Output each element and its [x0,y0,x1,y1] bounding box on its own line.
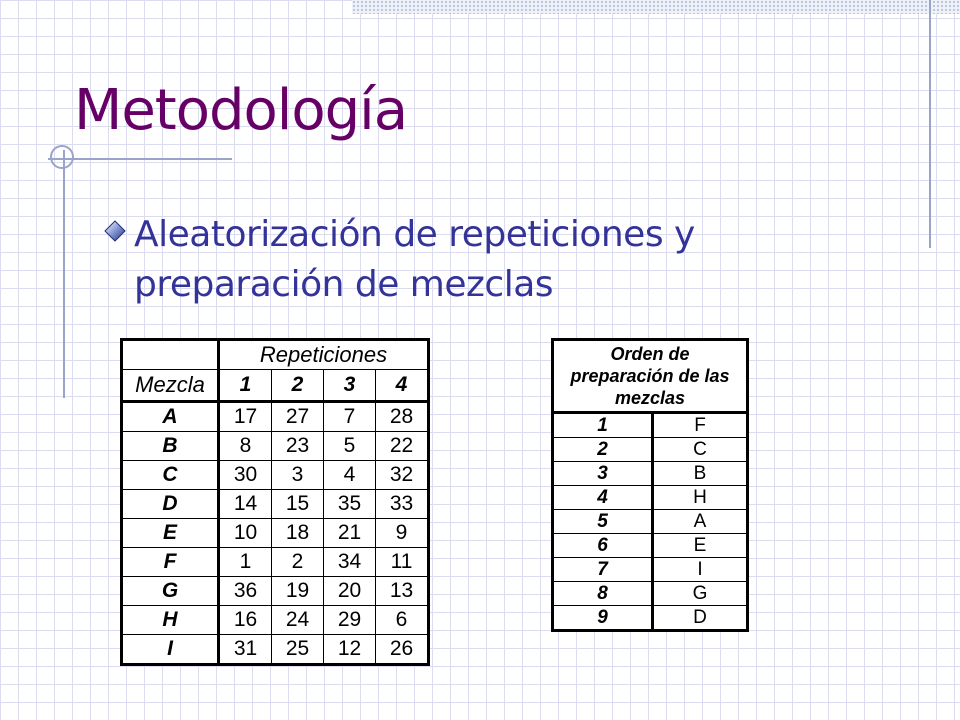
repeticion-value-cell: 28 [376,402,429,432]
repeticiones-header: Repeticiones [219,340,429,370]
mezcla-label-cell: G [122,577,219,606]
repeticion-value-cell: 33 [376,490,429,519]
orden-mezcla-cell: A [653,510,748,534]
table-row [122,461,429,490]
orden-mezcla-cell: C [653,438,748,462]
repeticiones-table [120,338,430,666]
orden-mezcla-cell: I [653,558,748,582]
table-corner-cell [122,340,219,370]
decorative-vertical-line-left [63,150,65,398]
table-row [122,432,429,461]
repeticion-value-cell: 5 [324,432,376,461]
repeticion-value-cell: 32 [376,461,429,490]
repeticion-value-cell: 17 [219,402,272,432]
column-header: 3 [324,370,376,402]
orden-number-cell: 3 [553,462,653,486]
repeticion-value-cell: 6 [376,606,429,635]
repeticion-value-cell: 29 [324,606,376,635]
repeticion-value-cell: 8 [219,432,272,461]
repeticion-value-cell: 35 [324,490,376,519]
repeticion-value-cell: 9 [376,519,429,548]
table-row [122,548,429,577]
repeticion-value-cell: 15 [272,490,324,519]
repeticion-value-cell: 3 [272,461,324,490]
mezcla-label-cell: C [122,461,219,490]
repeticion-value-cell: 24 [272,606,324,635]
orden-mezcla-cell: G [653,582,748,606]
orden-number-cell: 7 [553,558,653,582]
bullet-text: Aleatorización de repeticiones y preparación de mezclas [134,214,695,305]
table-row [122,635,429,665]
orden-mezcla-cell: E [653,534,748,558]
column-header: 2 [272,370,324,402]
decorative-title-underline [48,158,232,160]
diamond-bullet-icon [104,220,126,242]
table-row [122,606,429,635]
table-row [553,534,748,558]
decorative-ring-icon [50,145,74,169]
table-row [553,606,748,631]
table-row [553,462,748,486]
table-row [553,486,748,510]
table-row [553,438,748,462]
table-row [122,490,429,519]
mezcla-label-cell: E [122,519,219,548]
orden-number-cell: 6 [553,534,653,558]
mezcla-label-cell: H [122,606,219,635]
repeticion-value-cell: 14 [219,490,272,519]
repeticion-value-cell: 13 [376,577,429,606]
mezcla-label-cell: A [122,402,219,432]
orden-header-line: Orden de [610,344,690,364]
repeticion-value-cell: 1 [219,548,272,577]
repeticion-value-cell: 20 [324,577,376,606]
orden-mezcla-cell: D [653,606,748,631]
repeticion-value-cell: 19 [272,577,324,606]
repeticion-value-cell: 22 [376,432,429,461]
repeticion-value-cell: 23 [272,432,324,461]
table-row [553,558,748,582]
orden-mezcla-cell: F [653,413,748,438]
mezcla-label-cell: B [122,432,219,461]
repeticion-value-cell: 31 [219,635,272,665]
decorative-vertical-line-right [929,0,931,248]
repeticion-value-cell: 18 [272,519,324,548]
mezcla-header: Mezcla [122,370,219,402]
orden-number-cell: 4 [553,486,653,510]
repeticion-value-cell: 21 [324,519,376,548]
orden-number-cell: 8 [553,582,653,606]
repeticion-value-cell: 7 [324,402,376,432]
orden-mezcla-cell: B [653,462,748,486]
table-row [122,402,429,432]
repeticion-value-cell: 34 [324,548,376,577]
orden-mezcla-cell: H [653,486,748,510]
orden-header [553,340,748,413]
mezcla-label-cell: I [122,635,219,665]
orden-number-cell: 1 [553,413,653,438]
repeticion-value-cell: 2 [272,548,324,577]
mezcla-label-cell: F [122,548,219,577]
orden-number-cell: 5 [553,510,653,534]
repeticion-value-cell: 27 [272,402,324,432]
repeticion-value-cell: 25 [272,635,324,665]
orden-number-cell: 2 [553,438,653,462]
repeticion-value-cell: 4 [324,461,376,490]
repeticion-value-cell: 30 [219,461,272,490]
orden-preparacion-table [551,338,749,632]
column-header: 4 [376,370,429,402]
column-header: 1 [219,370,272,402]
slide-title: Metodología [74,78,408,143]
repeticion-value-cell: 36 [219,577,272,606]
table-row [553,413,748,438]
table-row [122,577,429,606]
repeticion-value-cell: 10 [219,519,272,548]
repeticion-value-cell: 16 [219,606,272,635]
repeticion-value-cell: 12 [324,635,376,665]
repeticion-value-cell: 26 [376,635,429,665]
table-row [122,519,429,548]
orden-number-cell: 9 [553,606,653,631]
table-row [553,582,748,606]
mezcla-label-cell: D [122,490,219,519]
repeticion-value-cell: 11 [376,548,429,577]
orden-header-line: mezclas [614,388,686,408]
top-decorative-band [352,0,960,14]
orden-header-line: preparación de las [570,366,730,386]
table-row [553,510,748,534]
